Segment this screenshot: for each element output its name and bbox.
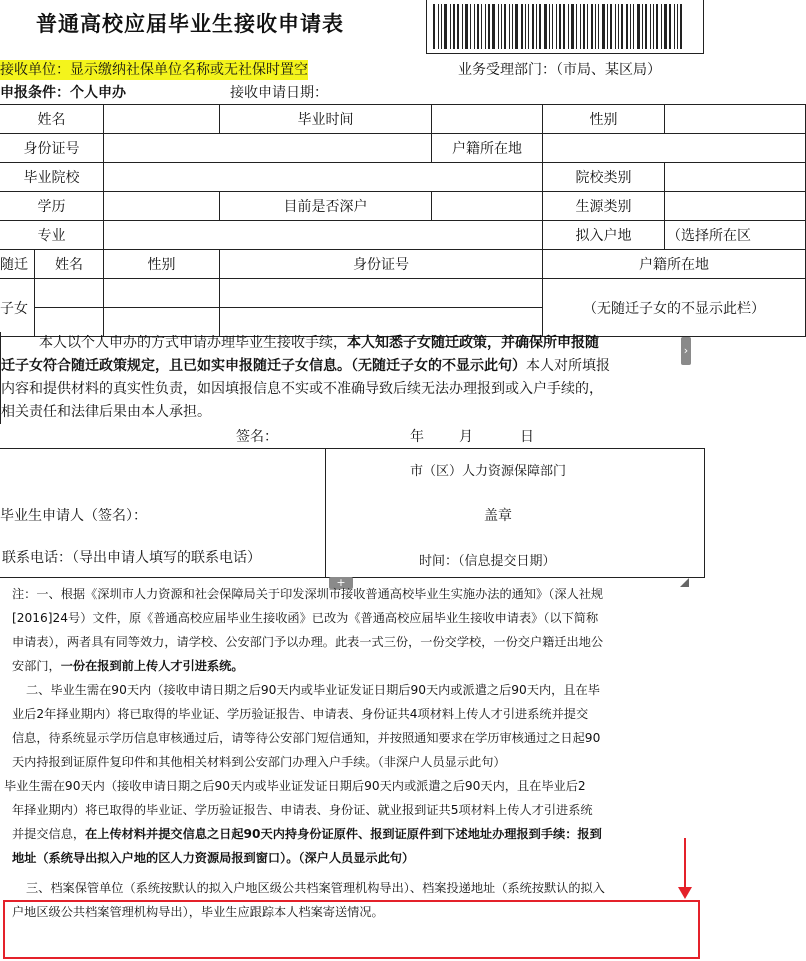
label-suiqian-1: 随迁 — [0, 250, 35, 279]
barcode-bar — [462, 4, 463, 49]
barcode-bar — [457, 4, 459, 49]
label-name: 姓名 — [0, 105, 104, 134]
note-3c: 并提交信息， — [12, 827, 86, 841]
notes — [4, 582, 692, 924]
field-source-type[interactable] — [665, 192, 806, 221]
barcode-bar — [544, 4, 547, 49]
barcode-bar — [677, 4, 678, 49]
barcode-bar — [521, 4, 523, 49]
field-c-id-1[interactable] — [220, 279, 543, 308]
barcode-bar — [556, 4, 557, 49]
barcode-bar — [587, 4, 588, 49]
barcode-bar — [595, 4, 596, 49]
barcode-bar — [474, 4, 475, 49]
barcode-bar — [559, 4, 561, 49]
note-1a: 注：一、根据《深圳市人力资源和社会保障局关于印发深圳市接收普通高校毕业生实施办法的通知》（深人社规 — [12, 587, 604, 601]
pledge-line2: 本人对所填报 — [526, 358, 610, 374]
submit-time: 时间：（信息提交日期） — [419, 554, 556, 569]
barcode-bar — [444, 4, 447, 49]
pledge-line1: 本人以个人申办的方式申请办理毕业生接收手续， — [39, 335, 347, 351]
signature-divider — [325, 448, 326, 578]
barcode-bar — [509, 4, 510, 49]
barcode-bar — [653, 4, 654, 49]
label-edu: 学历 — [0, 192, 104, 221]
barcode-bar — [485, 4, 486, 49]
pledge-line3: 内容和提供材料的真实性负责，如因填报信息不实或不准确导致后续无法办理报到或入户手续的， — [1, 381, 603, 397]
field-is-sz[interactable] — [432, 192, 543, 221]
barcode-bar — [661, 4, 662, 49]
label-grad-time: 毕业时间 — [220, 105, 432, 134]
barcode-bar — [504, 4, 506, 49]
barcode-bar — [512, 4, 513, 49]
field-grad-time[interactable] — [432, 105, 543, 134]
label-gender: 性别 — [543, 105, 665, 134]
barcode-bar — [576, 4, 577, 49]
note-2a: 二、毕业生需在90天内（接收申请日期之后90天内或毕业证发证日期后90天内或派遣之后90天内，且在毕 — [26, 683, 600, 697]
sign-day: 日 — [520, 429, 534, 445]
barcode-bar — [492, 4, 495, 49]
applicant-table — [0, 104, 806, 337]
expand-handle[interactable]: › — [681, 337, 691, 365]
barcode-bar — [515, 4, 518, 49]
barcode — [426, 0, 704, 54]
barcode-bar — [481, 4, 482, 49]
field-major[interactable] — [104, 221, 543, 250]
barcode-bar — [626, 4, 628, 49]
barcode-bar — [441, 4, 442, 49]
field-target-hukou[interactable]: （选择所在区 — [665, 221, 806, 250]
applicant-phone: 联系电话：（导出申请人填写的联系电话） — [2, 550, 261, 566]
barcode-bar — [438, 4, 439, 49]
label-suiqian-2: 子女 — [0, 279, 35, 337]
barcode-bar — [621, 4, 623, 49]
annotation-arrow-icon — [678, 887, 692, 899]
barcode-bar — [669, 4, 671, 49]
note-2c: 信息，待系统显示学历信息审核通过后，请等待公安部门短信通知，并按照通知要求在学历审核通过之日起90 — [12, 731, 601, 745]
barcode-bar — [536, 4, 537, 49]
barcode-bar — [498, 4, 499, 49]
label-c-hukou: 户籍所在地 — [543, 250, 806, 279]
pledge-line4: 相关责任和法律后果由本人承担。 — [1, 404, 211, 420]
pledge-line1-bold: 本人知悉子女随迁政策，并确保所申报随 — [347, 335, 599, 351]
barcode-bar — [633, 4, 634, 49]
barcode-bar — [453, 4, 455, 49]
barcode-bar — [552, 4, 553, 49]
note-3a: 毕业生需在90天内（接收申请日期之后90天内或毕业证发证日期后90天内或派遣之后90天内，且在毕业后2 — [4, 779, 586, 793]
barcode-bar — [580, 4, 581, 49]
note-3d: 地址（系统导出拟入户地的区人力资源局报到窗口）。（深户人员显示此句） — [12, 851, 415, 865]
field-edu[interactable] — [104, 192, 220, 221]
barcode-bar — [477, 4, 479, 49]
field-c-name-1[interactable] — [35, 279, 104, 308]
field-school[interactable] — [104, 163, 543, 192]
barcode-bar — [674, 4, 675, 49]
dept: 业务受理部门：（市局、某区局） — [458, 62, 661, 78]
field-id[interactable] — [104, 134, 432, 163]
label-school: 毕业院校 — [0, 163, 104, 192]
barcode-bar — [630, 4, 631, 49]
field-gender[interactable] — [665, 105, 806, 134]
seal: 盖章 — [484, 508, 512, 524]
barcode-bar — [602, 4, 605, 49]
annotation-arrow-line — [684, 838, 686, 890]
pledge-paragraph — [0, 332, 704, 424]
field-name[interactable] — [104, 105, 220, 134]
barcode-bar — [656, 4, 658, 49]
barcode-bar — [591, 4, 593, 49]
barcode-bar — [642, 4, 643, 49]
barcode-bar — [539, 4, 541, 49]
barcode-bar — [598, 4, 599, 49]
label-school-type: 院校类别 — [543, 163, 665, 192]
label-target-hukou: 拟入户地 — [543, 221, 665, 250]
barcode-bar — [488, 4, 490, 49]
barcode-bar — [433, 4, 435, 49]
barcode-bar — [549, 4, 550, 49]
annotation-box — [3, 900, 700, 959]
barcode-bar — [645, 4, 647, 49]
barcode-bar — [528, 4, 529, 49]
barcode-bar — [450, 4, 451, 49]
field-school-type[interactable] — [665, 163, 806, 192]
apply-date: 接收申请日期： — [230, 85, 328, 101]
barcode-bar — [465, 4, 468, 49]
form-title: 普通高校应届毕业生接收申请表 — [36, 11, 344, 36]
receiver-unit: 接收单位：显示缴纳社保单位名称或无社保时置空 — [0, 62, 308, 78]
label-c-gender: 性别 — [104, 250, 220, 279]
barcode-bar — [610, 4, 612, 49]
barcode-bar — [583, 4, 585, 49]
pledge-line2-bold: 迁子女符合随迁政策规定，且已如实申报随迁子女信息。（无随迁子女的不显示此句） — [1, 358, 526, 374]
barcode-bar — [680, 4, 682, 49]
barcode-bar — [571, 4, 574, 49]
barcode-bar — [470, 4, 471, 49]
label-c-name: 姓名 — [35, 250, 104, 279]
note-2d: 天内持报到证原件复印件和其他相关材料到公安部门办理入户手续。（非深户人员显示此句） — [12, 755, 506, 769]
note-4a: 三、档案保管单位（系统按默认的拟入户地区级公共档案管理机构导出）、档案投递地址（系统按默认的拟入 — [26, 881, 605, 895]
barcode-bar — [615, 4, 616, 49]
note-1b: [2016]24号）文件，原《普通高校应届毕业生接收函》已改为《普通高校应届毕业生接收申请表》（以下简称 — [12, 611, 599, 625]
applicant-sign: 毕业生申请人（签名）： — [0, 508, 147, 524]
barcode-bar — [525, 4, 526, 49]
child-note: （无随迁子女的不显示此栏） — [543, 279, 806, 337]
barcode-bar — [650, 4, 651, 49]
note-1d-bold: 一份在报到前上传人才引进系统。 — [60, 659, 244, 673]
barcode-bar — [532, 4, 534, 49]
barcode-bar — [501, 4, 502, 49]
label-id: 身份证号 — [0, 134, 104, 163]
field-c-gender-1[interactable] — [104, 279, 220, 308]
note-2b: 业后2年择业期内）将已取得的毕业证、学历验证报告、申请表、身份证共4项材料上传人才引进系统并提交 — [12, 707, 589, 721]
field-hukou[interactable] — [543, 134, 806, 163]
label-hukou: 户籍所在地 — [432, 134, 543, 163]
note-1c: 申请表），两者具有同等效力，请学校、公安部门予以办理。此表一式三份，一份交学校，一份交户籍迁出地公 — [12, 635, 604, 649]
sign-month: 月 — [459, 429, 473, 445]
barcode-bar — [563, 4, 565, 49]
note-3c-bold: 在上传材料并提交信息之日起90天内持身份证原件、报到证原件到下述地址办理报到手续：报到 — [85, 827, 602, 841]
barcode-bar — [664, 4, 667, 49]
note-4b: 户地区级公共档案管理机构导出），毕业生应跟踪本人档案寄送情况。 — [12, 905, 384, 919]
hr-dept: 市（区）人力资源保障部门 — [410, 464, 567, 479]
label-c-id: 身份证号 — [220, 250, 543, 279]
note-1d: 安部门， — [12, 659, 61, 673]
label-source-type: 生源类别 — [543, 192, 665, 221]
sign-label: 签名： — [236, 429, 278, 445]
apply-cond: 申报条件：个人申办 — [0, 85, 126, 101]
add-row-handle[interactable]: + — [329, 577, 353, 589]
label-is-sz: 目前是否深户 — [220, 192, 432, 221]
sign-year: 年 — [410, 429, 424, 445]
label-major: 专业 — [0, 221, 104, 250]
note-3b: 年择业期内）将已取得的毕业证、学历验证报告、申请表、身份证、就业报到证共5项材料上传人才引进系统 — [12, 803, 593, 817]
barcode-bar — [607, 4, 608, 49]
barcode-bar — [618, 4, 619, 49]
barcode-bar — [568, 4, 569, 49]
barcode-bar — [637, 4, 640, 49]
